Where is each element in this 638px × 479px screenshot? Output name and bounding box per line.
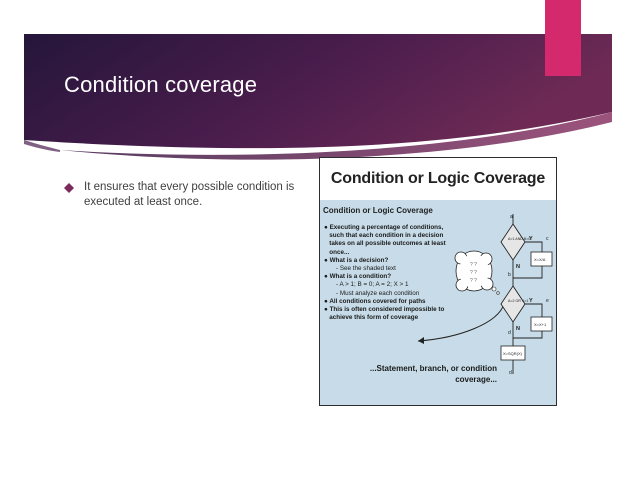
figure-list-item: achieve this form of coverage	[329, 314, 419, 322]
node-b-label: b	[508, 272, 511, 278]
cloud-glyph: ? ?	[470, 270, 477, 276]
bullet-text: It ensures that every possible condition is executed at least once.	[84, 181, 295, 208]
figure-list-item: - See the shaded text	[336, 265, 396, 273]
node-e-label: e	[546, 298, 549, 304]
figure-title: Condition or Logic Coverage	[330, 170, 546, 187]
thought-cloud	[455, 251, 499, 294]
flow-diagram	[320, 158, 556, 405]
figure-list-item: ● What is a condition?	[324, 273, 392, 281]
process-box-2-label: X=X+1	[534, 322, 547, 327]
slide-title: Condition coverage	[64, 72, 258, 97]
cloud-glyph: ? ?	[470, 278, 477, 284]
figure-list-item: ● Executing a percentage of conditions,	[324, 224, 444, 231]
bullet-list	[64, 180, 309, 210]
diamond-bullet-icon	[64, 183, 74, 193]
pointer-arrow	[418, 304, 504, 341]
figure-list-item: ● What is a decision?	[324, 256, 389, 264]
figure-list-item: once...	[329, 248, 350, 256]
yes-label-1: Y	[529, 236, 533, 242]
figure-list-item: ● All conditions covered for paths	[324, 297, 426, 305]
figure-list-item: such that each condition in a decision	[329, 232, 444, 240]
node-d-bottom-label: d	[509, 370, 512, 376]
node-d-label: d	[508, 330, 511, 336]
node-a-label: a	[510, 214, 513, 220]
figure-list-item: ● This is often considered impossible to	[324, 306, 445, 314]
coverage-figure	[319, 157, 557, 406]
figure-footer-line1: ...Statement, branch, or condition	[369, 364, 497, 373]
figure-list-item: takes on all possible outcomes at least	[329, 240, 446, 248]
figure-footer-line2: coverage...	[455, 375, 497, 384]
decision-diamond-2	[501, 286, 525, 322]
accent-bar	[545, 0, 581, 76]
merge-line-2	[513, 331, 542, 338]
cloud-glyph: ? ?	[470, 262, 477, 268]
bullet-item	[64, 180, 309, 210]
pointer-arrowhead	[418, 337, 424, 344]
no-label-2: N	[516, 326, 520, 332]
figure-subtitle: Condition or Logic Coverage	[323, 206, 433, 215]
yes-branch-2	[525, 304, 542, 317]
decision-2-label: A=2 OR X>1	[508, 299, 529, 303]
node-c-label: c	[546, 236, 549, 242]
figure-list-item: - Must analyze each condition	[336, 289, 420, 297]
decision-1-label: A>1 AND B=0	[508, 237, 531, 241]
process-box-1-label: X=X/A	[534, 257, 546, 262]
yes-label-2: Y	[529, 298, 533, 304]
decision-diamond-1	[501, 224, 525, 260]
no-label-1: N	[516, 264, 520, 270]
process-box-3-label: X=SQR(X)	[503, 351, 523, 356]
yes-branch-1	[525, 242, 542, 252]
figure-list-item: - A > 1; B = 0; A = 2; X > 1	[336, 281, 409, 289]
